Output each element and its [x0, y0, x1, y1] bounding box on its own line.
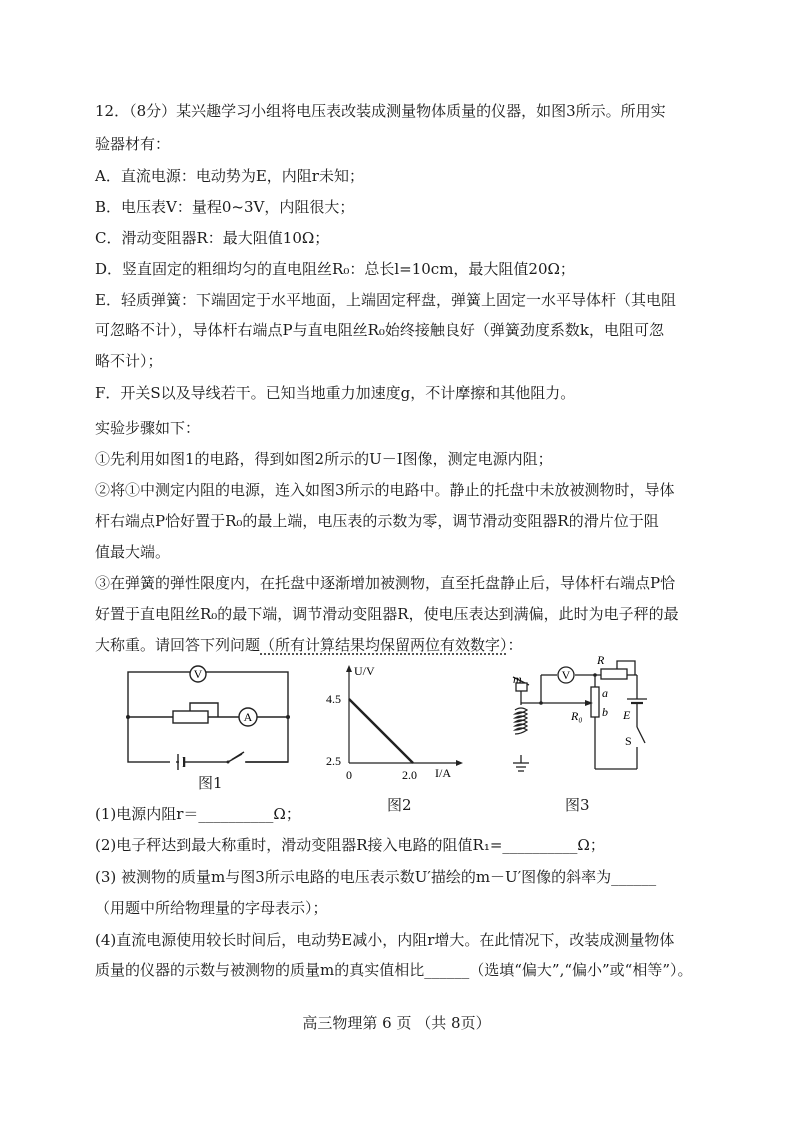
- step-3-end: [95, 635, 523, 655]
- step-3-end-a: 大称重。请回答下列问题: [95, 636, 261, 654]
- figure-3: [505, 655, 655, 780]
- question-1: (1)电源内阻r＝__________Ω；: [95, 805, 301, 823]
- fig3-label-b: b: [602, 705, 608, 719]
- fig3-label-e: E: [623, 708, 631, 722]
- fig3-label-m: m: [513, 672, 522, 686]
- step-2-cont: 杆右端点P恰好置于R₀的最上端，电压表的示数为零，调节滑动变阻器R的滑片位于阻: [95, 512, 659, 530]
- fig2-xtick-origin: 0: [346, 768, 352, 782]
- question-4-cont: 质量的仪器的示数与被测物的质量m的真实值相比______（选填“偏大”,“偏小”或“相等”）。: [95, 961, 693, 979]
- question-3-cont: （用题中所给物理量的字母表示）；: [95, 899, 328, 917]
- fig3-caption: 图3: [565, 796, 590, 814]
- fig2-xtick-end: 2.0: [402, 768, 417, 782]
- question-3: (3) 被测物的质量m与图3所示电路的电压表示数U′描绘的m－U′图像的斜率为______: [95, 868, 657, 886]
- fig3-label-v: V: [561, 668, 571, 682]
- fig2-ytick-top: 4.5: [326, 692, 341, 706]
- fig3-label-a: a: [602, 686, 608, 700]
- material-e-cont: 可忽略不计），导体杆右端点P与直电阻丝R₀始终接触良好（弹簧劲度系数k，电阻可忽: [95, 321, 664, 339]
- step-2: ②将①中测定内阻的电源，连入如图3所示的电路中。静止的托盘中未放被测物时，导体: [95, 481, 675, 499]
- figure-1: [118, 662, 298, 772]
- fig1-caption: 图1: [198, 774, 223, 792]
- fig1-ammeter-label: A: [243, 710, 253, 724]
- material-c: C．滑动变阻器R：最大阻值10Ω；: [95, 229, 330, 247]
- material-e: E．轻质弹簧：下端固定于水平地面，上端固定秤盘，弹簧上固定一水平导体杆（其电阻: [95, 291, 676, 309]
- step-3-end-c: ：: [507, 636, 523, 654]
- material-a: A．直流电源：电动势为E，内阻r未知；: [95, 167, 364, 185]
- question-4: (4)直流电源使用较长时间后，电动势E减小，内阻r增大。在此情况下，改装成测量物体: [95, 931, 675, 949]
- material-b: B．电压表V：量程0~3V，内阻很大；: [95, 198, 355, 216]
- figure-2: [318, 663, 468, 788]
- material-d: D．竖直固定的粗细均匀的直电阻丝R₀：总长l=10cm，最大阻值20Ω；: [95, 260, 575, 278]
- steps-title: 实验步骤如下：: [95, 419, 201, 437]
- question-header-cont: 验器材有：: [95, 135, 171, 153]
- step-3-cont: 好置于直电阻丝R₀的最下端，调节滑动变阻器R，使电压表达到满偏，此时为电子秤的最: [95, 605, 679, 623]
- material-e-end: 略不计）；: [95, 352, 163, 370]
- question-header: 12．（8分）某兴趣学习小组将电压表改装成测量物体质量的仪器，如图3所示。所用实: [95, 102, 666, 120]
- fig2-xlabel: I/A: [435, 766, 451, 780]
- material-f: F．开关S以及导线若干。已知当地重力加速度g，不计摩擦和其他阻力。: [95, 384, 576, 402]
- fig1-voltmeter-label: V: [193, 667, 203, 681]
- fig2-ylabel: U/V: [354, 664, 375, 678]
- step-3-end-emph: （所有计算结果均保留两位有效数字）: [260, 636, 508, 654]
- question-2: (2)电子秤达到最大称重时，滑动变阻器R接入电路的阻值R₁=__________Ω；: [95, 836, 605, 854]
- fig2-ytick-bottom: 2.5: [326, 754, 341, 768]
- page-footer: 高三物理第 6 页 （共 8页）: [302, 1014, 491, 1032]
- step-2-end: 值最大端。: [95, 543, 171, 561]
- fig3-label-s: S: [625, 734, 632, 748]
- step-1: ①先利用如图1的电路，得到如图2所示的U－I图像，测定电源内阻；: [95, 450, 553, 468]
- fig2-caption: 图2: [387, 796, 412, 814]
- step-3: ③在弹簧的弹性限度内，在托盘中逐渐增加被测物，直至托盘静止后，导体杆右端点P恰: [95, 574, 676, 592]
- fig2-ui-line: [349, 699, 413, 763]
- fig3-label-r: R: [597, 655, 605, 667]
- fig3-label-r0: R₀: [571, 709, 583, 723]
